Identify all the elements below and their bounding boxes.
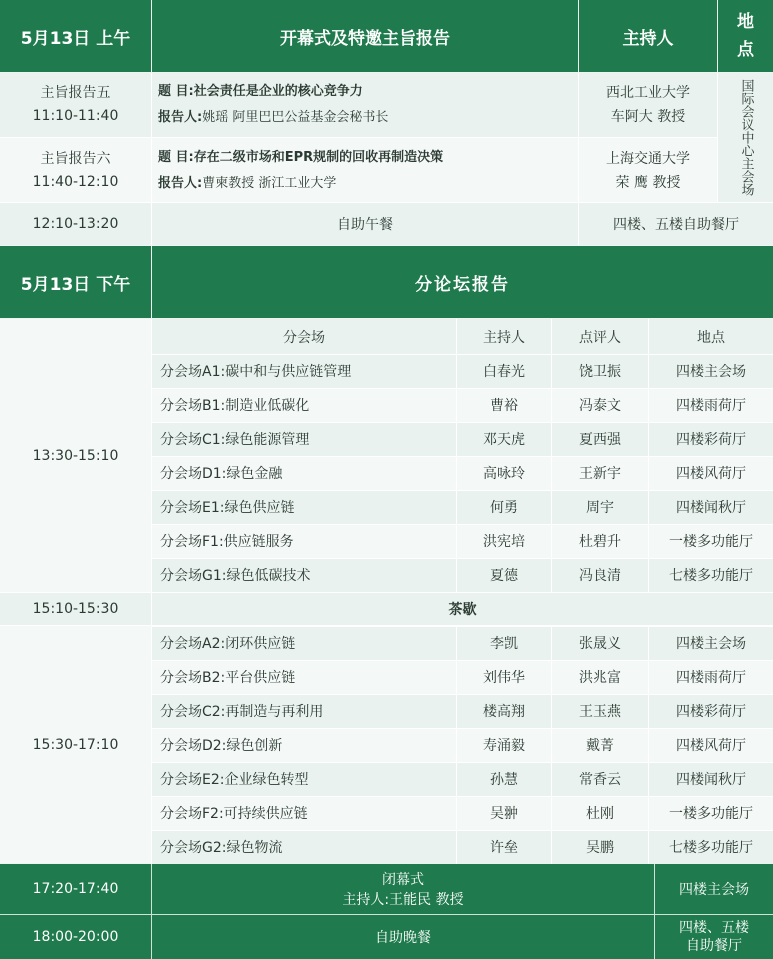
location-cell: 一楼多功能厅 xyxy=(669,534,753,550)
dinner-time: 18:00-20:00 xyxy=(32,929,119,945)
grid-line xyxy=(578,73,579,245)
location-cell: 四楼雨荷厅 xyxy=(676,670,746,686)
host-cell: 寿涌毅 xyxy=(483,738,525,754)
block2-time: 15:30-17:10 xyxy=(0,626,151,863)
location-cell: 一楼多功能厅 xyxy=(669,806,753,822)
reviewer-cell: 周宇 xyxy=(586,500,614,516)
lunch-time: 12:10-13:20 xyxy=(32,216,119,232)
session-cell: 分会场C2:再制造与再利用 xyxy=(160,704,324,720)
session-cell: 分会场D1:绿色金融 xyxy=(160,466,283,482)
location-cell: 四楼主会场 xyxy=(676,364,746,380)
grid-line xyxy=(648,319,649,593)
reviewer-cell: 戴菁 xyxy=(586,738,614,754)
reviewer-cell: 冯良清 xyxy=(579,568,621,584)
grid-line xyxy=(0,625,773,626)
grid-line xyxy=(152,694,773,695)
host-cell: 白春光 xyxy=(483,364,525,380)
host-cell: 刘伟华 xyxy=(483,670,525,686)
location-cell: 四楼闻秋厅 xyxy=(676,500,746,516)
speaker-prefix: 报告人: xyxy=(158,110,203,125)
talk-title: 社会责任是企业的核心竞争力 xyxy=(193,84,363,99)
location-cell: 四楼主会场 xyxy=(676,636,746,652)
reviewer-cell: 杜碧升 xyxy=(579,534,621,550)
dinner-location-line2: 自助餐厅 xyxy=(686,938,742,954)
title-prefix: 题 目: xyxy=(158,84,194,99)
reviewer-cell: 洪兆富 xyxy=(579,670,621,686)
grid-line xyxy=(152,354,773,355)
dinner-location xyxy=(655,915,773,959)
tea-label: 茶歇 xyxy=(448,602,477,618)
col-reviewer: 点评人 xyxy=(579,329,621,346)
host-cell: 孙慧 xyxy=(490,772,518,788)
reviewer-cell: 夏西强 xyxy=(579,432,621,448)
location-cell: 四楼闻秋厅 xyxy=(676,772,746,788)
lunch-location: 四楼、五楼自助餐厅 xyxy=(613,217,739,233)
dinner-label: 自助晚餐 xyxy=(375,930,431,946)
session-cell: 分会场C1:绿色能源管理 xyxy=(160,432,310,448)
morning-title-header: 开幕式及特邀主旨报告 xyxy=(152,0,578,72)
host-cell: 邓天虎 xyxy=(483,432,525,448)
session-cell: 分会场A1:碳中和与供应链管理 xyxy=(160,364,352,380)
block1-time: 13:30-15:10 xyxy=(0,319,151,592)
grid-line xyxy=(0,202,773,203)
host-cell: 曹裕 xyxy=(490,398,518,414)
talk-speaker: 姚瑶 阿里巴巴公益基金会秘书长 xyxy=(202,110,389,125)
talk-label: 主旨报告六 xyxy=(40,151,111,167)
session-cell: 分会场B2:平台供应链 xyxy=(160,670,296,686)
grid-line xyxy=(551,626,552,864)
host-cell: 吴翀 xyxy=(490,806,518,822)
grid-line xyxy=(551,319,552,593)
grid-line xyxy=(152,456,773,457)
talk-speaker-line xyxy=(158,172,578,194)
talk-speaker: 曹柬教授 浙江工业大学 xyxy=(202,176,337,191)
location-cell: 七楼多功能厅 xyxy=(669,568,753,584)
col-location: 地点 xyxy=(697,329,725,346)
col-session: 分会场 xyxy=(283,329,325,346)
host-cell: 许垒 xyxy=(490,840,518,856)
speaker-prefix: 报告人: xyxy=(158,176,203,191)
host-cell: 高咏玲 xyxy=(483,466,525,482)
lunch-label: 自助午餐 xyxy=(337,217,393,233)
afternoon-date-header: 5月13日 下午 xyxy=(0,246,151,318)
grid-line xyxy=(152,490,773,491)
reviewer-cell: 吴鹏 xyxy=(586,840,614,856)
grid-line xyxy=(152,830,773,831)
venue-cell xyxy=(718,73,773,202)
grid-line xyxy=(152,762,773,763)
session-cell: 分会场F2:可持续供应链 xyxy=(160,806,308,822)
grid-line xyxy=(648,626,649,864)
host-cell: 洪宪培 xyxy=(483,534,525,550)
talk-time: 11:40-12:10 xyxy=(32,174,119,190)
closing-host: 主持人:王能民 教授 xyxy=(342,892,464,908)
host-org: 西北工业大学 xyxy=(606,85,690,101)
morning-host-header: 主持人 xyxy=(579,0,717,72)
morning-location-header: 地 点 xyxy=(718,0,773,72)
grid-line xyxy=(152,660,773,661)
location-cell: 四楼风荷厅 xyxy=(676,738,746,754)
reviewer-cell: 杜刚 xyxy=(586,806,614,822)
session-cell: 分会场G2:绿色物流 xyxy=(160,840,283,856)
closing-cell xyxy=(152,864,654,914)
talk-label: 主旨报告五 xyxy=(40,85,111,101)
host-cell: 楼高翔 xyxy=(483,704,525,720)
reviewer-cell: 王新宇 xyxy=(579,466,621,482)
location-cell: 四楼风荷厅 xyxy=(676,466,746,482)
host-name: 车阿大 教授 xyxy=(610,109,686,125)
closing-location: 四楼主会场 xyxy=(679,882,749,898)
venue-label: 国际会议中心主会场 xyxy=(738,79,754,196)
reviewer-cell: 王玉燕 xyxy=(579,704,621,720)
grid-line xyxy=(456,319,457,593)
grid-line xyxy=(0,592,773,593)
location-cell: 四楼雨荷厅 xyxy=(676,398,746,414)
morning-date-header: 5月13日 上午 xyxy=(0,0,151,72)
host-org: 上海交通大学 xyxy=(606,151,690,167)
reviewer-cell: 冯泰文 xyxy=(579,398,621,414)
talk-title: 存在二级市场和EPR规制的回收再制造决策 xyxy=(193,150,444,165)
grid-line xyxy=(456,626,457,864)
grid-line xyxy=(152,626,773,627)
closing-time: 17:20-17:40 xyxy=(32,881,119,897)
talk-title-line xyxy=(158,146,578,168)
reviewer-cell: 张晟义 xyxy=(579,636,621,652)
grid-line xyxy=(152,422,773,423)
host-name: 荣 鹰 教授 xyxy=(615,175,681,191)
reviewer-cell: 饶卫振 xyxy=(579,364,621,380)
talk-time: 11:10-11:40 xyxy=(32,108,119,124)
dinner-location-line1: 四楼、五楼 xyxy=(679,920,749,936)
session-cell: 分会场A2:闭环供应链 xyxy=(160,636,296,652)
location-cell: 四楼彩荷厅 xyxy=(676,704,746,720)
location-cell: 七楼多功能厅 xyxy=(669,840,753,856)
session-cell: 分会场E2:企业绿色转型 xyxy=(160,772,309,788)
host-cell: 何勇 xyxy=(490,500,518,516)
grid-line xyxy=(152,558,773,559)
grid-line xyxy=(152,524,773,525)
location-cell: 四楼彩荷厅 xyxy=(676,432,746,448)
session-cell: 分会场F1:供应链服务 xyxy=(160,534,294,550)
host-cell: 夏德 xyxy=(490,568,518,584)
session-cell: 分会场D2:绿色创新 xyxy=(160,738,283,754)
grid-line xyxy=(717,73,718,203)
grid-line xyxy=(0,137,717,138)
talk-speaker-line xyxy=(158,106,578,128)
grid-line xyxy=(152,728,773,729)
reviewer-cell: 常香云 xyxy=(579,772,621,788)
closing-title: 闭幕式 xyxy=(382,872,424,888)
talk-title-line xyxy=(158,80,578,102)
col-host: 主持人 xyxy=(483,329,525,346)
grid-line xyxy=(151,73,152,245)
session-cell: 分会场B1:制造业低碳化 xyxy=(160,398,310,414)
host-cell: 李凯 xyxy=(490,636,518,652)
session-cell: 分会场G1:绿色低碳技术 xyxy=(160,568,311,584)
session-cell: 分会场E1:绿色供应链 xyxy=(160,500,295,516)
grid-line xyxy=(152,796,773,797)
grid-line xyxy=(152,388,773,389)
afternoon-title-header: 分论坛报告 xyxy=(152,246,773,318)
tea-time: 15:10-15:30 xyxy=(32,601,119,617)
title-prefix: 题 目: xyxy=(158,150,194,165)
